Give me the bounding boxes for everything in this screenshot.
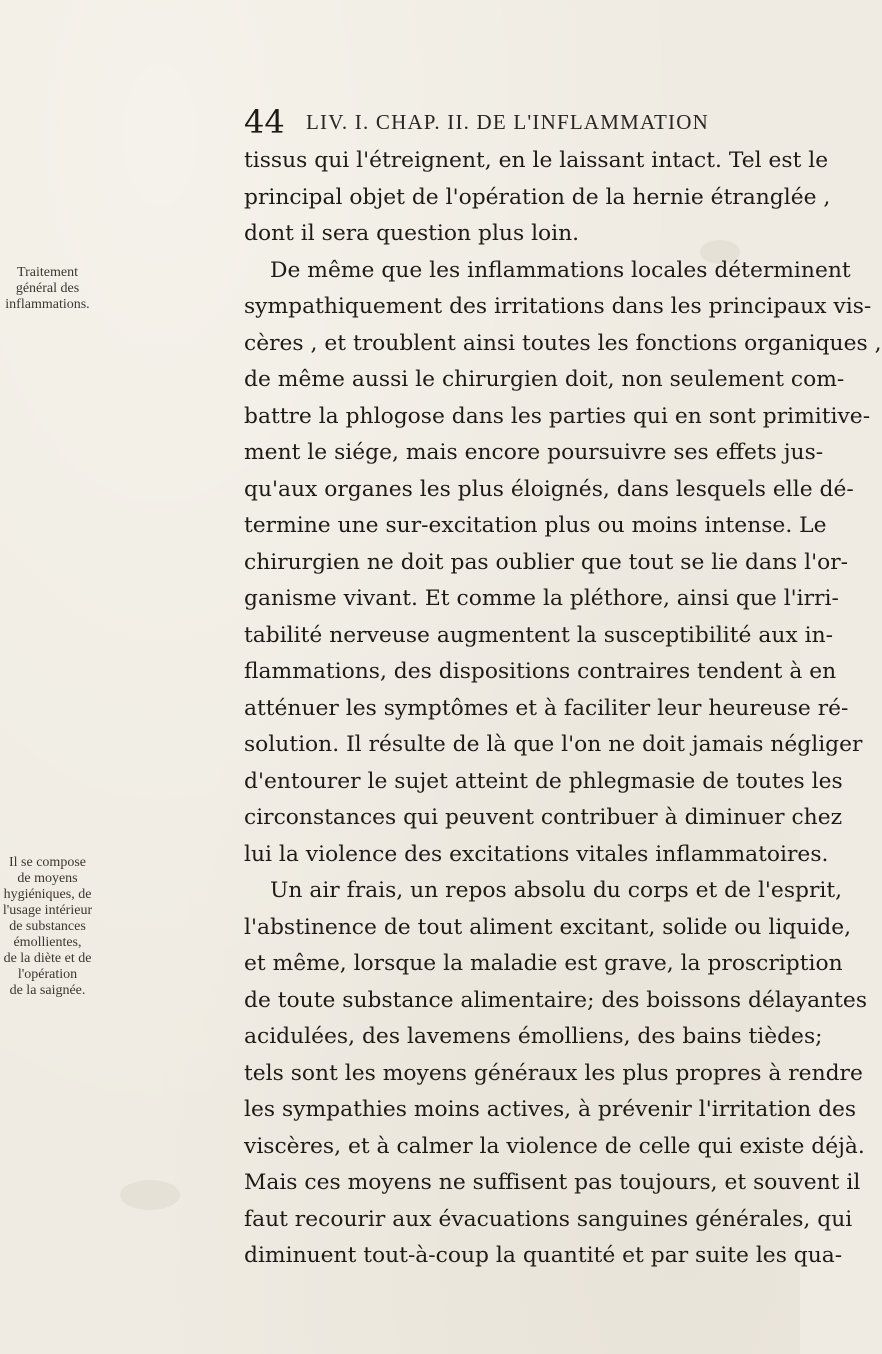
text-line: Un air frais, un repos absolu du corps et de l'esprit, — [270, 878, 843, 903]
margin-note-line: émollientes, — [13, 935, 82, 950]
margin-note-line: de la saignée. — [9, 983, 86, 998]
text-line: de toute substance alimentaire; des boissons délayantes — [244, 987, 868, 1013]
text-line: l'abstinence de tout aliment excitant, solide ou liquide, — [244, 914, 852, 940]
text-line: dont il sera question plus loin. — [244, 221, 580, 246]
margin-note-line: Traitement — [17, 265, 78, 280]
text-line: ment le siége, mais encore poursuivre ses effets jus- — [244, 440, 824, 465]
text-line: battre la phlogose dans les parties qui en sont primitive- — [244, 403, 871, 429]
margin-note-moyens — [0, 855, 95, 999]
running-head: LIV. I. CHAP. II. DE L'INFLAMMATION — [306, 110, 709, 134]
text-line: ganisme vivant. Et comme la pléthore, ainsi que l'irri- — [244, 586, 839, 611]
margin-note-line: de moyens — [17, 871, 78, 886]
margin-note-line: de substances — [9, 919, 86, 934]
margin-note-traitement — [0, 265, 95, 313]
text-line: qu'aux organes les plus éloignés, dans lesquels elle dé- — [244, 476, 854, 502]
paper-stain — [120, 1180, 180, 1210]
page-number: 44 — [244, 103, 285, 141]
margin-note-line: hygiéniques, de — [3, 887, 92, 902]
text-line: diminuent tout-à-coup la quantité et par suite les qua- — [244, 1243, 843, 1268]
margin-note-line: l'usage intérieur — [2, 903, 93, 918]
text-line: De même que les inflammations locales déterminent — [270, 257, 851, 283]
margin-note-line: général des — [15, 281, 80, 296]
text-line: les sympathies moins actives, à prévenir l'irritation des — [244, 1097, 857, 1122]
text-line: tels sont les moyens généraux les plus propres à rendre — [244, 1060, 863, 1086]
text-line: et même, lorsque la maladie est grave, la proscription — [244, 951, 843, 976]
text-line: d'entourer le sujet atteint de phlegmasie de toutes les — [244, 768, 843, 794]
text-line: Mais ces moyens ne suffisent pas toujours, et souvent il — [244, 1170, 861, 1195]
text-line: termine une sur-excitation plus ou moins intense. Le — [244, 513, 827, 538]
page-header — [244, 104, 804, 144]
text-line: acidulées, des lavemens émolliens, des bains tièdes; — [244, 1024, 823, 1049]
margin-note-line: de la diète et de — [3, 951, 92, 966]
text-line: tabilité nerveuse augmentent la susceptibilité aux in- — [244, 622, 833, 648]
text-line: sympathiquement des irritations dans les principaux vis- — [244, 294, 872, 319]
margin-note-line: inflammations. — [5, 297, 90, 312]
text-line: tissus qui l'étreignent, en le laissant intact. Tel est le — [244, 148, 829, 173]
text-line: faut recourir aux évacuations sanguines générales, qui — [244, 1206, 853, 1232]
text-line: viscères, et à calmer la violence de celle qui existe déjà. — [244, 1133, 865, 1159]
text-line: circonstances qui peuvent contribuer à diminuer chez — [244, 805, 843, 830]
text-line: chirurgien ne doit pas oublier que tout se lie dans l'or- — [244, 549, 849, 575]
margin-note-line: l'opération — [17, 967, 78, 982]
text-line: principal objet de l'opération de la hernie étranglée , — [244, 184, 831, 210]
text-line: lui la violence des excitations vitales inflammatoires. — [244, 841, 829, 867]
text-line: cères , et troublent ainsi toutes les fonctions organiques , — [244, 330, 882, 356]
text-line: de même aussi le chirurgien doit, non seulement com- — [244, 367, 845, 392]
text-line: atténuer les symptômes et à faciliter leur heureuse ré- — [244, 695, 849, 721]
text-line: solution. Il résulte de là que l'on ne doit jamais négliger — [244, 732, 863, 757]
text-line: flammations, des dispositions contraires tendent à en — [244, 659, 837, 684]
margin-note-line: Il se compose — [9, 855, 86, 870]
body-text — [244, 143, 882, 1275]
